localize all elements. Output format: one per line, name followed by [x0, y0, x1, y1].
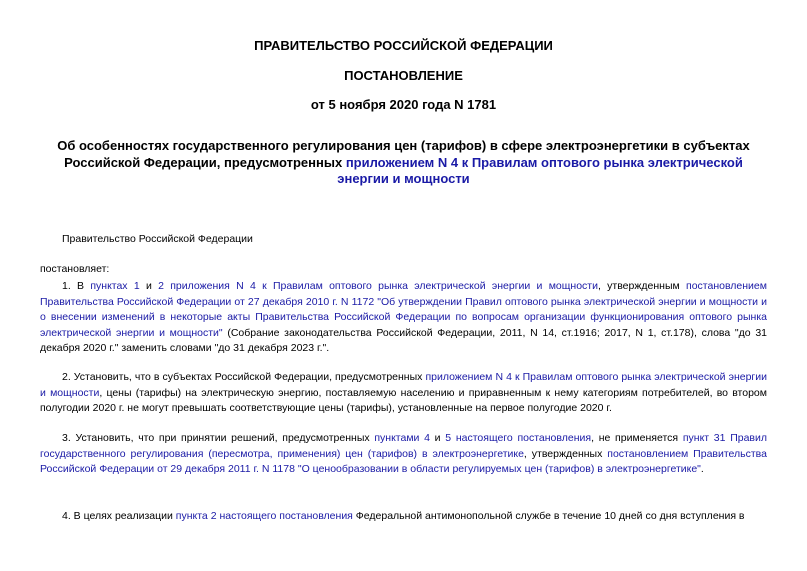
- p3-link-point-31-rules[interactable]: пункт 31 Правил государственного регулирования (пересмотра, применения) цен (тарифов) в электроэнергетике: [40, 432, 767, 460]
- p1-link-resolution-1172[interactable]: постановлением Правительства Российской Федерации от 27 декабря 2010 г. N 1172 "Об утверждении Правил оптового рынка электрической энергии и мощности и о внесении изменений в некоторые акты Правительства Российской Федерации по вопросам организации функционирования оптового рынка электрической энергии и мощности": [40, 280, 767, 339]
- title-text: Об особенностях государственного регулирования цен (тарифов) в сфере электроэнергетики в субъектах Российской Федерации, предусмотренных: [57, 138, 750, 170]
- title-annex-link[interactable]: приложением N 4 к Правилам оптового рынка электрической энергии и мощности: [337, 154, 743, 186]
- p3-text-4: , утвержденных: [523, 447, 608, 460]
- p2-text-2: , цены (тарифы) на электрическую энергию, поставляемую населению и приравненным к нему категориям потребителей, во втором полугодии 2020 г. не могут превышать соответствующие цены (тарифы), установленные на первое полугодие 2020 г.: [40, 386, 767, 414]
- p2-text-1: 2. Установить, что в субъектах Российской Федерации, предусмотренных: [62, 371, 426, 383]
- p1-link-points-1[interactable]: пунктах 1: [90, 280, 140, 292]
- p4-text-2: Федеральной антимонопольной службе в течение 10 дней со дня вступления в: [352, 510, 745, 522]
- p3-link-point-4[interactable]: пунктами 4: [374, 432, 430, 444]
- p4-text-1: 4. В целях реализации: [62, 510, 176, 522]
- p3-link-resolution-1178[interactable]: постановлением Правительства Российской Федерации от 29 декабря 2011 г. N 1178 "О ценообразовании в области регулируемых цен (тарифов) в электроэнергетике": [40, 447, 767, 475]
- p3-text-3: , не применяется: [591, 432, 683, 444]
- p3-link-point-5[interactable]: 5 настоящего постановления: [445, 432, 592, 444]
- intro-decrees: постановляет:: [40, 263, 110, 275]
- p1-text-4: (Собрание законодательства Российской Федерации, 2011, N 14, ст.1916; 2017, N 1, ст.178), слова "до 31 декабря 2020 г." заменить словами "до 31 декабря 2023 г.".: [40, 326, 768, 354]
- paragraph-1: [40, 279, 767, 357]
- p4-link-point-2[interactable]: пункта 2 настоящего постановления: [175, 510, 353, 522]
- p3-text-5: .: [700, 463, 704, 475]
- government-heading: ПРАВИТЕЛЬСТВО РОССИЙСКОЙ ФЕДЕРАЦИИ: [254, 38, 553, 53]
- date-number-heading: от 5 ноября 2020 года N 1781: [310, 97, 497, 112]
- p1-text-1: 1. В: [62, 280, 91, 292]
- paragraph-2: [40, 370, 767, 417]
- p1-text-2: и: [139, 280, 159, 292]
- p1-text-3: , утвержденным: [597, 280, 687, 292]
- p3-text-1: 3. Установить, что при принятии решений, предусмотренных: [62, 432, 375, 444]
- intro-government: Правительство Российской Федерации: [62, 233, 253, 245]
- p3-text-2: и: [429, 432, 446, 444]
- paragraph-3: [40, 431, 767, 478]
- p1-link-annex-4[interactable]: 2 приложения N 4 к Правилам оптового рынка электрической энергии и мощности: [158, 280, 598, 292]
- p2-link-annex-4[interactable]: приложением N 4 к Правилам оптового рынка электрической энергии и мощности: [40, 371, 767, 399]
- document-type-heading: ПОСТАНОВЛЕНИЕ: [344, 68, 463, 83]
- paragraph-4: [40, 509, 767, 525]
- document-title: [40, 138, 767, 188]
